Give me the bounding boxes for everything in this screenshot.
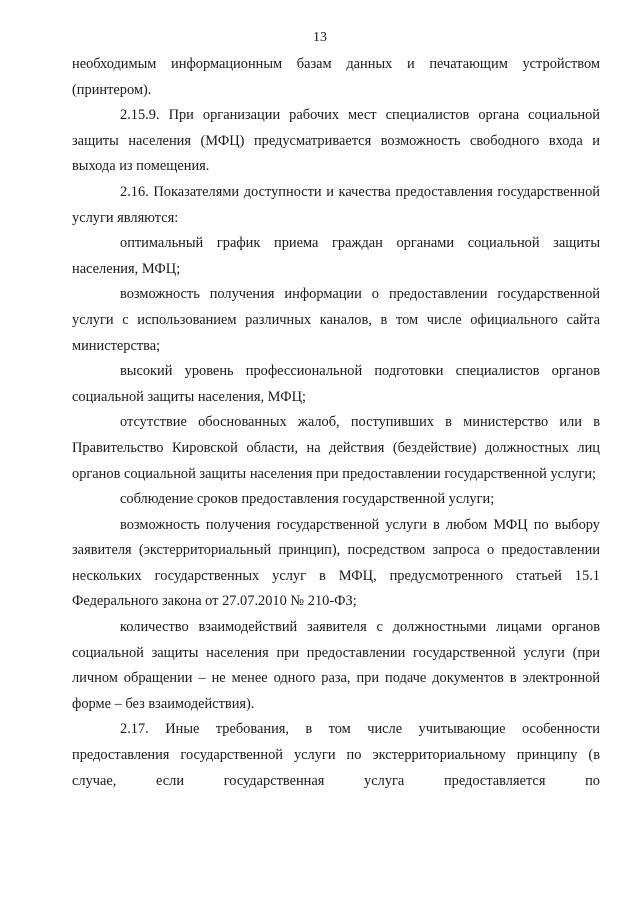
list-item-extraterritorial: возможность получения государственной услуги в любом МФЦ по выбору заявителя (экстерриториальный принцип), посредством запроса о предоставлении нескольких государственных услуг в МФЦ, предусмотренного статьей 15.1 Федерального закона от 27.07.2010 № 210-ФЗ;: [72, 516, 600, 610]
list-item-schedule: оптимальный график приема граждан органами социальной защиты населения, МФЦ;: [72, 235, 600, 277]
paragraph-2-17: 2.17. Иные требования, в том числе учитывающие особенности предоставления государственной услуги по экстерриториальному принципу (в случае, если государственная услуга предоставляется по: [72, 721, 600, 789]
document-body: [72, 52, 600, 794]
paragraph-continuation: необходимым информационным базам данных и печатающим устройством (принтером).: [72, 56, 600, 98]
page-number: 13: [313, 30, 327, 45]
list-item-complaints: отсутствие обоснованных жалоб, поступивших в министерство или в Правительство Кировской области, на действия (бездействие) должностных лиц органов социальной защиты населения при предоставлении государственной услуги;: [72, 414, 600, 482]
list-item-training: высокий уровень профессиональной подготовки специалистов органов социальной защиты населения, МФЦ;: [72, 363, 600, 405]
list-item-deadlines: соблюдение сроков предоставления государственной услуги;: [120, 491, 495, 508]
list-item-interactions: количество взаимодействий заявителя с должностными лицами органов социальной защиты населения при предоставлении государственной услуги (при личном обращении – не менее одного раза, при подаче документов в электронной форме – без взаимодействия).: [72, 619, 600, 712]
paragraph-2-15-9: 2.15.9. При организации рабочих мест специалистов органа социальной защиты населения (МФЦ) предусматривается возможность свободного входа и выхода из помещения.: [72, 107, 600, 175]
list-item-information: возможность получения информации о предоставлении государственной услуги с использованием различных каналов, в том числе официального сайта министерства;: [72, 286, 600, 354]
paragraph-2-16: 2.16. Показателями доступности и качества предоставления государственной услуги являются:: [72, 183, 600, 226]
